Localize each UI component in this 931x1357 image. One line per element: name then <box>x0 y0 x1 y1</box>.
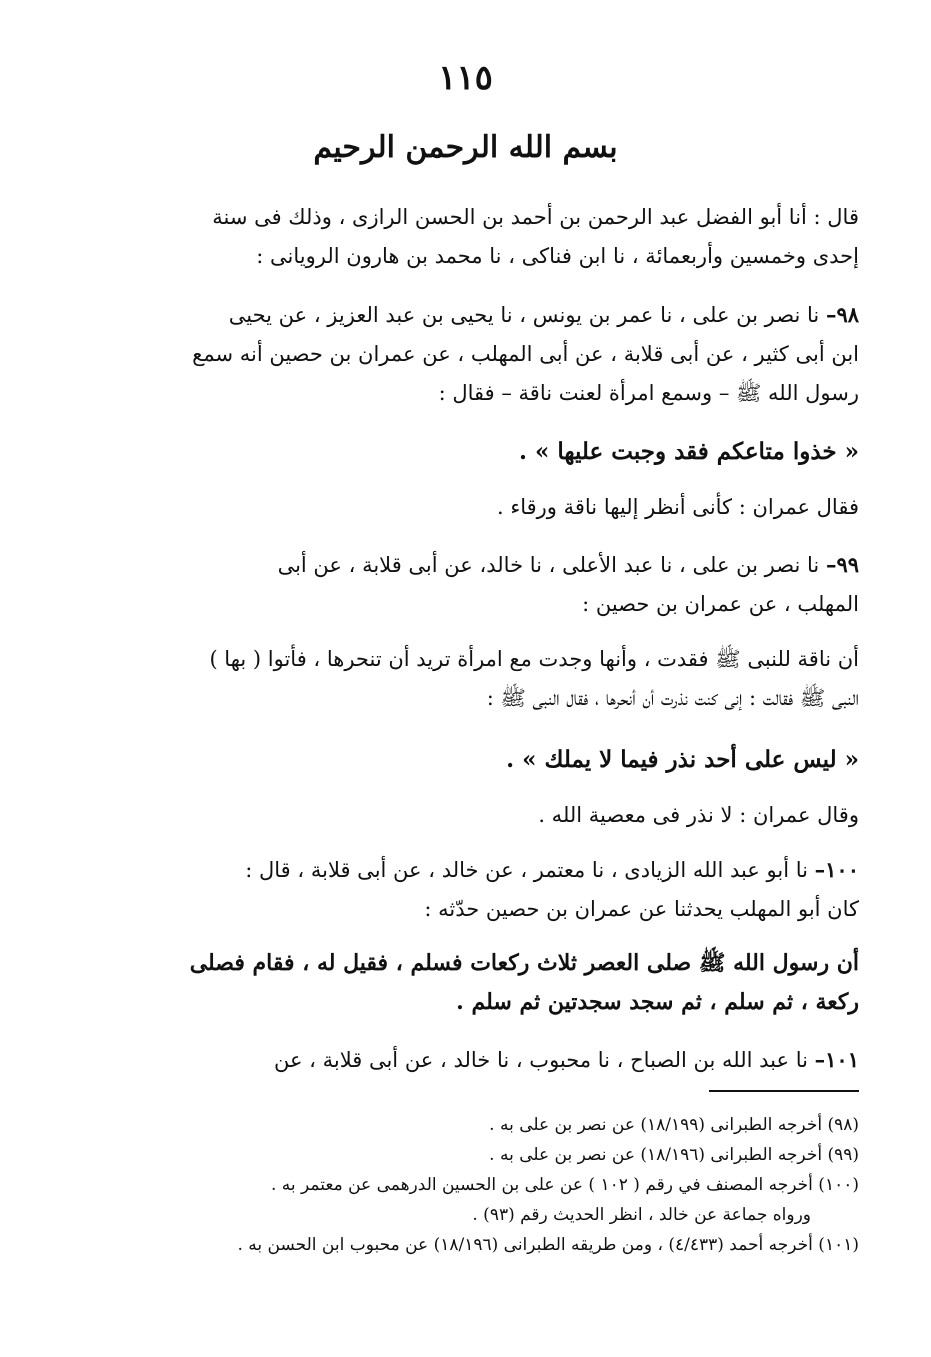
hadith-98-line-1 <box>69 295 859 335</box>
footnote-98: (٩٨) أخرجه الطبرانى (١٨/١٩٩) عن نصر بن على به . <box>489 1115 859 1135</box>
hadith-100-line-1 <box>69 850 859 890</box>
footnote-divider <box>709 1090 859 1092</box>
hadith-99-number: ٩٩– <box>825 552 859 577</box>
hadith-100-number: ١٠٠– <box>814 857 859 882</box>
footnote-101: (١٠١) أخرجه أحمد (٤/٤٣٣) ، ومن طريقه الطبرانى (١٨/١٩٦) عن محبوب ابن الحسن به . <box>237 1235 859 1255</box>
footnote-100: (١٠٠) أخرجه المصنف في رقم ( ١٠٢ ) عن على بن الحسين الدرهمى عن معتمر به . <box>271 1175 859 1195</box>
footnote-99: (٩٩) أخرجه الطبرانى (١٨/١٩٦) عن نصر بن على به . <box>489 1145 859 1165</box>
hadith-98-after: فقال عمران : كأنى أنظر إليها ناقة ورقاء . <box>496 495 859 519</box>
hadith-98-quote: « خذوا متاعكم فقد وجبت عليها » . <box>518 438 859 465</box>
hadith-99-after: وقال عمران : لا نذر فى معصية الله . <box>538 803 859 827</box>
hadith-98-line-2: ابن أبى كثير ، عن أبى قلابة ، عن أبى المهلب ، عن عمران بن حصين أنه سمع <box>192 342 859 366</box>
hadith-99-line-1-text: نا نصر بن على ، نا عبد الأعلى ، نا خالد، عن أبى قلابة ، عن أبى <box>277 553 820 577</box>
footnote-100-continued: ورواه جماعة عن خالد ، انظر الحديث رقم (٩٣) . <box>472 1205 811 1225</box>
hadith-101-isnad <box>69 1040 859 1080</box>
hadith-98-line-1-text: نا نصر بن على ، نا عمر بن يونس ، نا يحيى بن عبد العزيز ، عن يحيى <box>228 303 820 327</box>
intro-line-2: إحدى وخمسين وأربعمائة ، نا ابن فناكى ، نا محمد بن هارون الرويانى : <box>256 244 859 268</box>
hadith-100-isnad <box>69 850 859 929</box>
intro-paragraph <box>69 198 859 276</box>
hadith-100-text-2: ركعة ، ثم سلم ، ثم سجد سجدتين ثم سلم . <box>456 989 859 1015</box>
hadith-99-quote: « ليس على أحد نذر فيما لا يملك » . <box>506 746 859 773</box>
hadith-101-number: ١٠١– <box>814 1047 859 1072</box>
hadith-99-text-1: أن ناقة للنبى ﷺ فقدت ، وأنها وجدت مع امرأة تريد أن تنحرها ، فأتوا ( بها ) <box>209 647 859 671</box>
hadith-99-matn <box>69 740 859 779</box>
hadith-100-matn <box>69 944 859 1022</box>
hadith-100-line-1-text: نا أبو عبد الله الزيادى ، نا معتمر ، عن خالد ، عن أبى قلابة ، قال : <box>245 858 808 882</box>
hadith-98-number: ٩٨– <box>825 302 859 327</box>
hadith-99-comment <box>69 796 859 835</box>
hadith-100-text-1: أن رسول الله ﷺ صلى العصر ثلاث ركعات فسلم ، فقيل له ، فقام فصلى <box>189 950 859 976</box>
hadith-99-text <box>69 640 859 718</box>
hadith-99-line-1 <box>69 545 859 585</box>
basmala-heading: بسم الله الرحمن الرحيم <box>313 130 618 165</box>
hadith-101-line-1-text: نا عبد الله بن الصباح ، نا محبوب ، نا خالد ، عن أبى قلابة ، عن <box>273 1048 808 1072</box>
hadith-98-isnad <box>69 295 859 413</box>
intro-line-1: قال : أنا أبو الفضل عبد الرحمن بن أحمد بن الحسن الرازى ، وذلك فى سنة <box>212 205 859 229</box>
hadith-99-text-2: النبى ﷺ فقالت : إنى كنت نذرت أن أنحرها ، فقال النبى ﷺ : <box>486 686 859 710</box>
footnotes <box>69 1110 859 1260</box>
page-number: ١١٥ <box>438 58 493 98</box>
hadith-98-comment <box>69 488 859 527</box>
hadith-100-line-2: كان أبو المهلب يحدثنا عن عمران بن حصين حدّثه : <box>424 897 859 921</box>
hadith-98-line-3: رسول الله ﷺ – وسمع امرأة لعنت ناقة – فقال : <box>438 381 859 405</box>
hadith-99-line-2: المهلب ، عن عمران بن حصين : <box>582 592 859 616</box>
hadith-101-line-1 <box>69 1040 859 1080</box>
hadith-99-isnad <box>69 545 859 624</box>
hadith-98-matn <box>69 432 859 471</box>
